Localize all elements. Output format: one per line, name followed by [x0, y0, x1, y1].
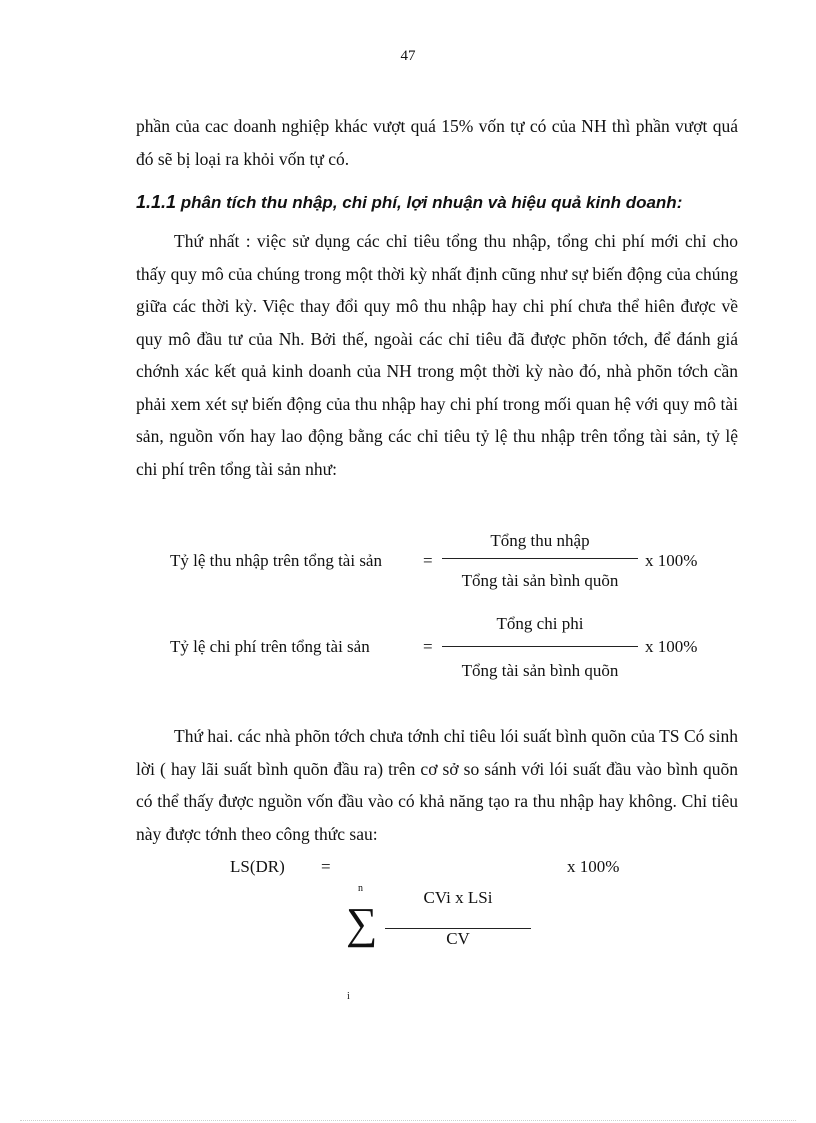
section-heading — [136, 192, 682, 213]
formula2-equals: = — [423, 637, 433, 656]
sigma-lower-limit: i — [347, 991, 350, 1002]
formula2-label: Tỷ lệ chi phí trên tổng tài sản — [170, 637, 370, 656]
formula3-label: LS(DR) — [230, 857, 285, 876]
formula1-multiplier: x 100% — [645, 551, 698, 570]
formula1-fraction-bar — [442, 558, 638, 559]
section-title: phân tích thu nhập, chi phí, lợi nhuận và hiệu quả kinh doanh: — [180, 193, 683, 212]
formula3-equals: = — [321, 857, 331, 876]
sigma-symbol: ∑ — [346, 899, 378, 948]
formula2-fraction-bar — [442, 646, 638, 647]
paragraph-continuation: phần của cac doanh nghiệp khác vượt quá 15% vốn tự có của NH thì phần vượt quá đó sẽ bị loại ra khỏi vốn tự có. — [136, 116, 738, 169]
formula1-denominator: Tổng tài sản bình quõn — [461, 571, 619, 590]
paragraph-second-point: Thứ hai. các nhà phõn tớch chưa tớnh chỉ tiêu lói suất bình quõn của TS Có sinh lời ( hay lãi suất bình quõn đầu ra) trên cơ sở so sánh với lói suất đầu vào bình quõn có thể thấy được nguồn vốn đầu vào có khả năng tạo ra thu nhập hay không. Chỉ tiêu này được tớnh theo công thức sau: — [136, 726, 738, 844]
section-number: 1.1.1 — [136, 192, 177, 212]
page-number: 47 — [400, 48, 416, 64]
formula1-numerator: Tổng thu nhập — [490, 531, 590, 550]
page-bottom-rule — [20, 1120, 796, 1121]
formula2-multiplier: x 100% — [645, 637, 698, 656]
formula3-multiplier: x 100% — [567, 857, 620, 876]
formula3-denominator: CV — [446, 929, 470, 948]
formula2-denominator: Tổng tài sản bình quõn — [461, 661, 619, 680]
formula1-equals: = — [423, 551, 433, 570]
formula1-label: Tỷ lệ thu nhập trên tổng tài sản — [170, 551, 382, 570]
formula3-numerator: CVi x LSi — [423, 888, 493, 907]
paragraph-first-point: Thứ nhất : việc sử dụng các chỉ tiêu tổng thu nhập, tổng chi phí mới chỉ cho thấy quy mô của chúng trong một thời kỳ nhất định cũng như sự biến động của chúng giữa các thời kỳ. Việc thay đổi quy mô thu nhập hay chi phí chưa thể hiên được về quy mô đầu tư của Nh. Bởi thế, ngoài các chỉ tiêu đã được phõn tớch, để đánh giá chớnh xác kết quả kinh doanh của NH trong một thời kỳ nào đó, nhà phõn tớch cần phải xem xét sự biến động của thu nhập hay chi phí trong mối quan hệ với quy mô tài sản, nguồn vốn hay lao động bằng các chỉ tiêu tỷ lệ thu nhập trên tổng tài sản, tỷ lệ chi phí trên tổng tài sản như: — [136, 231, 738, 479]
sigma-upper-limit: n — [358, 883, 363, 894]
formula2-numerator: Tổng chi phi — [496, 614, 584, 633]
